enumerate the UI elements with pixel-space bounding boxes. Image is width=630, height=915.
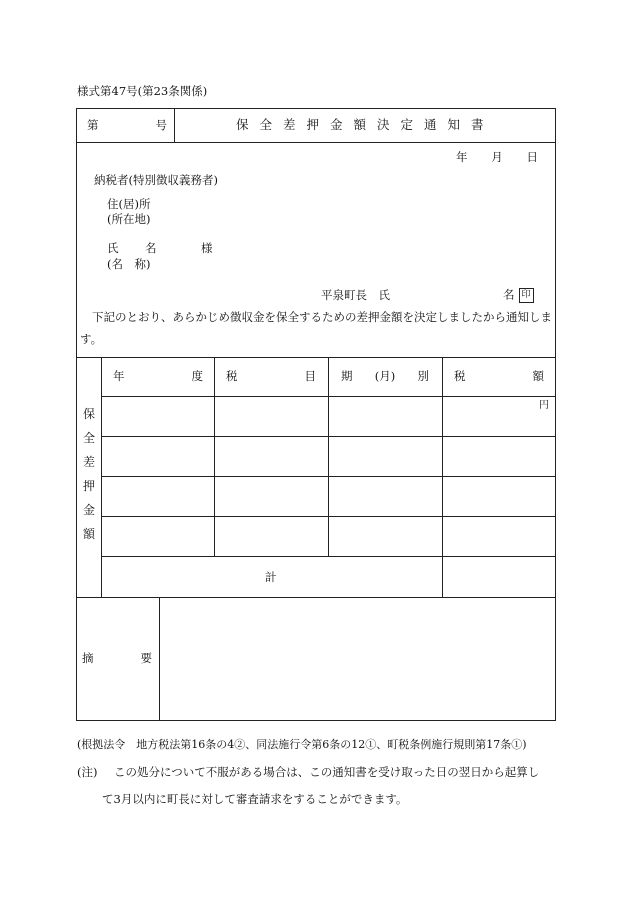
- name-label-2: 名: [145, 241, 157, 255]
- location-label: (所在地): [107, 212, 151, 226]
- form-label: 様式第47号(第23条関係): [77, 84, 208, 98]
- number-suffix: 号: [155, 118, 167, 132]
- col-divider-1: [214, 357, 215, 556]
- col-divider-2: [328, 357, 329, 556]
- name-label-1: 氏: [107, 241, 119, 255]
- corp-name-label: (名 称): [107, 257, 151, 271]
- col-divider-3: [442, 357, 443, 597]
- day-label: 日: [526, 150, 538, 164]
- remarks-divider: [159, 597, 160, 721]
- notice-text: 下記のとおり、あらかじめ徴収金を保全するための差押金額を決定しましたから通知します。: [80, 310, 552, 346]
- note-line-1: この処分について不服がある場合は、この通知書を受け取った日の翌日から起算し: [114, 765, 540, 779]
- document-title: 保全差押金額決定通知書: [236, 117, 495, 132]
- side-label-char-6: 額: [82, 527, 95, 541]
- side-label-divider: [101, 357, 102, 597]
- name-suffix: 名: [503, 287, 515, 302]
- side-label-char-3: 差: [82, 455, 95, 469]
- remarks-label: 摘 要: [82, 651, 152, 665]
- row-divider-4: [101, 556, 556, 557]
- header-number-divider: [174, 108, 175, 142]
- yen-unit: 円: [539, 400, 549, 411]
- side-label-char-1: 保: [82, 407, 95, 421]
- side-label-char-4: 押: [82, 479, 95, 493]
- column-header-year: 年 度: [113, 369, 203, 383]
- issuer-title: 平泉町長 氏: [321, 288, 390, 302]
- column-header-amount: 税 額: [454, 369, 544, 383]
- address-label: 住(居)所: [107, 197, 151, 211]
- year-label: 年: [456, 150, 468, 164]
- month-label: 月: [491, 150, 503, 164]
- legal-basis: (根拠法令 地方税法第16条の4②、同法施行令第6条の12①、町税条例施行規則第17条①): [77, 738, 527, 751]
- number-prefix: 第: [87, 118, 99, 132]
- side-label-char-2: 全: [82, 431, 95, 445]
- column-header-period: 期 (月) 別: [341, 369, 429, 383]
- body-divider: [76, 357, 556, 358]
- date-field: [456, 152, 538, 164]
- column-header-tax-item: 税 目: [226, 369, 316, 383]
- taxpayer-heading: 納税者(特別徴収義務者): [94, 173, 218, 187]
- total-label: 計: [265, 570, 277, 584]
- number-field: [87, 120, 167, 132]
- total-divider: [76, 597, 556, 598]
- header-divider: [76, 142, 556, 143]
- side-label-char-5: 金: [82, 503, 95, 517]
- issuer-name-suffix: [503, 288, 534, 303]
- seal-stamp: 印: [519, 288, 534, 303]
- honorific: 様: [201, 241, 213, 255]
- note-label: (注): [77, 765, 98, 779]
- note-line-2: て3月以内に町長に対して審査請求をすることができます。: [102, 792, 408, 806]
